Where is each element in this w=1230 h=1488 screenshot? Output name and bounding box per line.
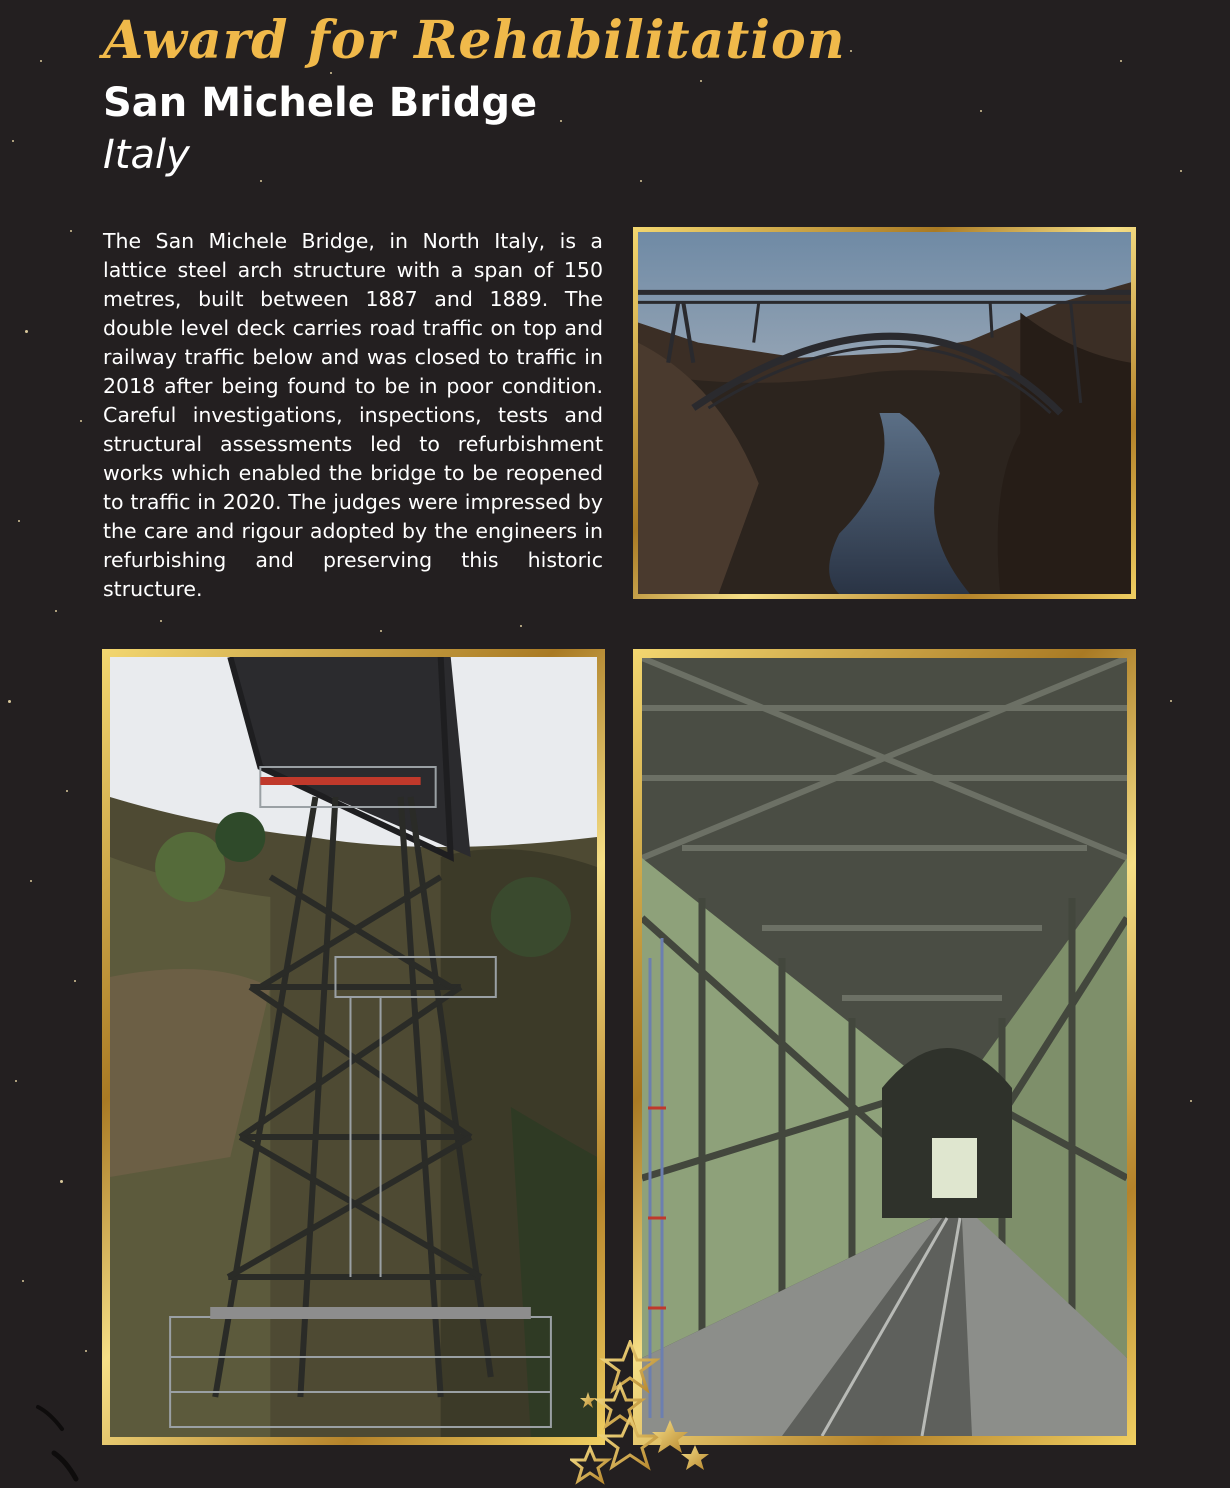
award-title: Award for Rehabilitation [103,10,846,71]
deck-interior-image [642,658,1127,1436]
photo-bridge-arch [633,227,1136,599]
bridge-arch-image [638,232,1131,594]
description-text: The San Michele Bridge, in North Italy, is a lattice steel arch structure with a span of 150 metres, built between 1887 and 1889. The double level deck carries road traffic on top and railway traffic below and was closed to traffic in 2018 after being found to be in poor condition. Careful investigations, inspections, tests and structural assessments led to refurbishment works which enabled the bridge to be reopened to traffic in 2020. The judges were impressed by the care and rigour adopted by the engineers in refurbishing and preserving this historic structure. [103,229,603,601]
photo-bridge-pier [102,649,605,1445]
gold-stars-icon [570,1340,720,1488]
bridge-pier-image [110,657,597,1437]
brush-stroke-decoration [30,1395,90,1485]
bridge-name: San Michele Bridge [103,80,538,126]
photo-deck-interior [633,649,1136,1445]
country-name: Italy [103,132,190,178]
